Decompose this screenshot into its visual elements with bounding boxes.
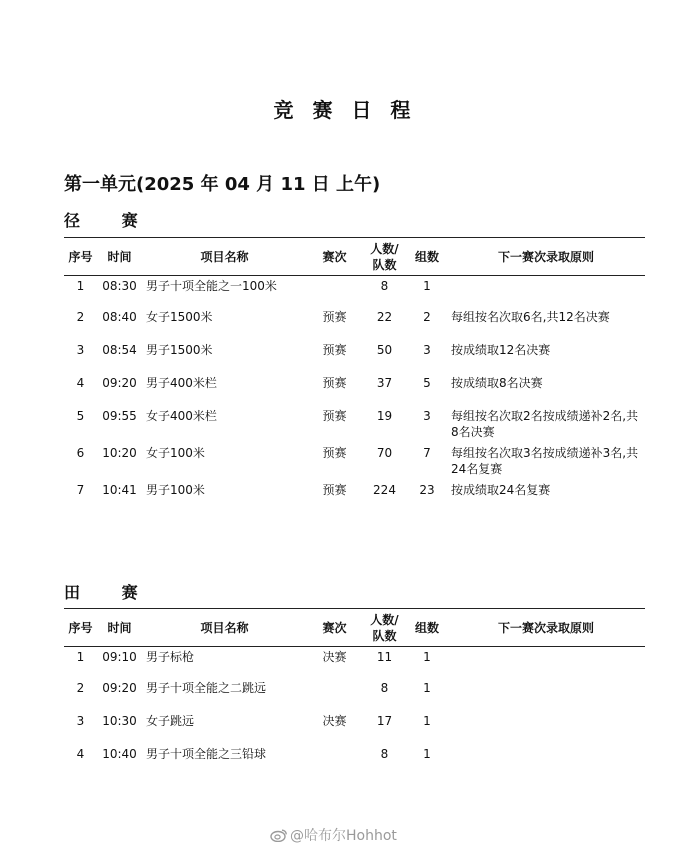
cell-count: 37 — [376, 375, 393, 390]
cell-groups: 23 — [419, 482, 435, 497]
cell-round: 预赛 — [322, 482, 347, 497]
watermark-text: @哈布尔Hohhot — [290, 828, 397, 844]
table-row — [64, 309, 645, 342]
cell-groups: 1 — [423, 746, 431, 761]
table-header-row — [64, 238, 645, 276]
cell-event: 女子1500米 — [146, 309, 213, 324]
cell-time: 10:30 — [102, 713, 137, 728]
cell-time: 08:40 — [102, 309, 137, 324]
table-row — [64, 375, 645, 408]
col-count-header-line1: 人数/ — [370, 612, 399, 627]
cell-event: 女子跳远 — [146, 713, 195, 728]
cell-time: 10:41 — [102, 482, 137, 497]
cell-time: 08:54 — [102, 342, 137, 357]
cell-event: 男子100米 — [146, 482, 205, 497]
col-groups-header: 组数 — [407, 238, 447, 276]
unit-title: 第一单元(2025 年 04 月 11 日 上午) — [64, 174, 381, 195]
col-seq-header: 序号 — [64, 238, 97, 276]
col-time-header: 时间 — [97, 609, 142, 647]
cell-count: 8 — [380, 680, 389, 695]
cell-round: 预赛 — [322, 342, 347, 357]
col-count-header — [362, 609, 407, 647]
cell-rule: 按成绩取12名决赛 — [451, 342, 551, 357]
table-row — [64, 342, 645, 375]
table-row — [64, 746, 645, 776]
cell-seq: 4 — [76, 746, 85, 761]
cell-count: 11 — [376, 650, 393, 664]
cell-seq: 5 — [76, 408, 85, 423]
cell-count: 70 — [376, 445, 393, 460]
col-rule-header: 下一赛次录取原则 — [447, 238, 645, 276]
cell-rule: 每组按名次取6名,共12名决赛 — [451, 309, 610, 324]
col-round-header: 赛次 — [307, 609, 362, 647]
cell-event: 男子标枪 — [146, 650, 195, 664]
col-count-header-line2: 队数 — [372, 257, 397, 272]
table-row — [64, 408, 645, 445]
cell-count: 50 — [376, 342, 393, 357]
cell-round: 预赛 — [322, 309, 347, 324]
cell-event: 男子十项全能之二跳远 — [146, 680, 267, 695]
table-row — [64, 276, 645, 309]
col-count-header-line2: 队数 — [372, 628, 397, 643]
cell-seq: 1 — [76, 279, 85, 293]
track-section-title: 径 赛 — [64, 211, 156, 230]
table-row — [64, 680, 645, 713]
cell-groups: 1 — [423, 713, 431, 728]
col-groups-header: 组数 — [407, 609, 447, 647]
cell-time: 10:20 — [102, 445, 137, 460]
cell-event: 男子十项全能之一100米 — [146, 279, 277, 293]
col-event-header: 项目名称 — [142, 238, 307, 276]
cell-groups: 1 — [423, 650, 431, 664]
col-time-header: 时间 — [97, 238, 142, 276]
cell-event: 女子400米栏 — [146, 408, 217, 423]
cell-count: 8 — [380, 746, 389, 761]
cell-event: 女子100米 — [146, 445, 205, 460]
cell-time: 10:40 — [102, 746, 137, 761]
cell-seq: 6 — [76, 445, 85, 460]
col-rule-header: 下一赛次录取原则 — [447, 609, 645, 647]
cell-round: 预赛 — [322, 445, 347, 460]
cell-rule: 按成绩取8名决赛 — [451, 375, 543, 390]
field-section-title: 田 赛 — [64, 583, 156, 602]
cell-count: 8 — [380, 279, 389, 293]
cell-rule — [447, 713, 645, 746]
cell-rule — [447, 746, 645, 776]
cell-rule — [447, 276, 645, 309]
cell-round: 预赛 — [322, 408, 347, 423]
table-row — [64, 445, 645, 482]
table-row — [64, 482, 645, 512]
cell-time: 09:55 — [102, 408, 137, 423]
cell-rule — [447, 647, 645, 680]
watermark — [270, 825, 397, 845]
cell-groups: 1 — [423, 279, 431, 293]
cell-rule: 每组按名次取3名按成绩递补3名,共24名复赛 — [451, 445, 639, 476]
cell-count: 22 — [376, 309, 393, 324]
table-row — [64, 713, 645, 746]
cell-round: 决赛 — [322, 713, 347, 728]
cell-round — [307, 746, 362, 776]
cell-groups: 3 — [423, 342, 431, 357]
cell-round: 决赛 — [322, 650, 347, 664]
cell-count: 19 — [376, 408, 393, 423]
cell-rule: 按成绩取24名复赛 — [451, 482, 551, 497]
cell-round: 预赛 — [322, 375, 347, 390]
cell-event: 男子1500米 — [146, 342, 213, 357]
cell-groups: 1 — [423, 680, 431, 695]
cell-seq: 2 — [76, 309, 85, 324]
cell-groups: 5 — [423, 375, 431, 390]
track-schedule-table — [64, 237, 645, 512]
col-count-header-line1: 人数/ — [370, 241, 399, 256]
col-seq-header: 序号 — [64, 609, 97, 647]
document-title: 竞 赛 日 程 — [273, 98, 417, 122]
cell-rule — [447, 680, 645, 713]
cell-seq: 4 — [76, 375, 85, 390]
table-header-row — [64, 609, 645, 647]
cell-seq: 7 — [76, 482, 85, 497]
col-count-header — [362, 238, 407, 276]
cell-event: 男子十项全能之三铅球 — [146, 746, 267, 761]
cell-seq: 3 — [76, 713, 85, 728]
cell-time: 08:30 — [102, 279, 137, 293]
field-schedule-table — [64, 608, 645, 776]
cell-count: 224 — [373, 482, 396, 497]
cell-groups: 3 — [423, 408, 431, 423]
cell-event: 男子400米栏 — [146, 375, 217, 390]
cell-groups: 7 — [423, 445, 431, 460]
weibo-icon — [270, 828, 288, 842]
cell-rule: 每组按名次取2名按成绩递补2名,共8名决赛 — [451, 408, 639, 439]
table-row — [64, 647, 645, 680]
cell-count: 17 — [376, 713, 393, 728]
cell-time: 09:10 — [102, 650, 137, 664]
cell-seq: 1 — [76, 650, 85, 664]
cell-seq: 2 — [76, 680, 85, 695]
cell-seq: 3 — [76, 342, 85, 357]
col-round-header: 赛次 — [307, 238, 362, 276]
cell-time: 09:20 — [102, 375, 137, 390]
cell-groups: 2 — [423, 309, 431, 324]
col-event-header: 项目名称 — [142, 609, 307, 647]
cell-round — [307, 276, 362, 309]
cell-round — [307, 680, 362, 713]
cell-time: 09:20 — [102, 680, 137, 695]
